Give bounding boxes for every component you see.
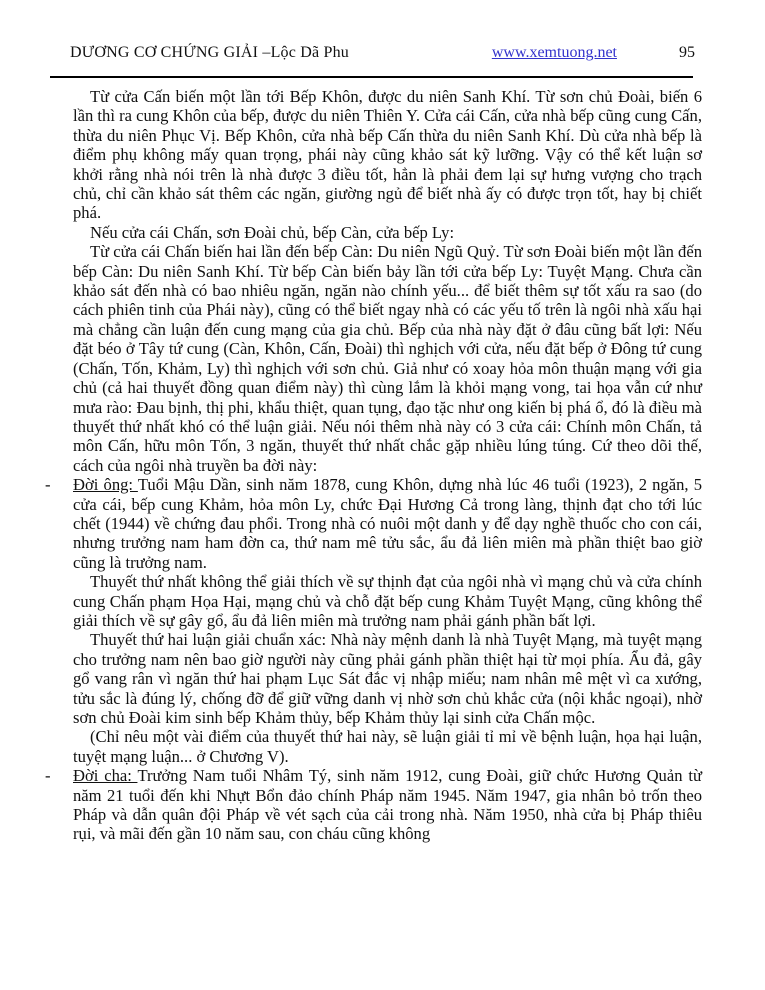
- page-body: [45, 87, 702, 844]
- list-item-lead-text: Trưởng Nam tuổi Nhâm Tý, sinh năm 1912, cung Đoài, giữ chức Hương Quản từ năm 21 tuổi đến khi Nhựt Bổn đảo chính Pháp năm 1945. Năm 1947, gia nhân bỏ trốn theo Pháp và dẫn quân đội Pháp về vét sạch của cải trong nhà. Năm 1950, nhà cửa bị Pháp thiêu rụi, và mãi đến gần 10 năm sau, con cháu cũng không: [73, 766, 702, 844]
- page-number: 95: [679, 44, 695, 61]
- page-header: [70, 44, 695, 62]
- book-title: DƯƠNG CƠ CHỨNG GIẢI –Lộc Dã Phu: [70, 44, 350, 61]
- paragraph-1: Từ cửa Cấn biến một lần tới Bếp Khôn, được du niên Sanh Khí. Từ sơn chủ Đoài, biến 6 lần thì ra cung Khôn của bếp, được du niên Thiên Y. Cửa cái Cấn, cửa nhà bếp cũng cung Cấn, thừa du niên Phục Vị. Bếp Khôn, cửa nhà bếp Cấn thừa du niên Sanh Khí. Dù cửa nhà bếp là điểm phụ không mấy quan trọng, phái này cũng khảo sát kỹ lưỡng. Vậy có thể kết luận sơ khởi rằng nhà nói trên là nhà được 3 điều tốt, hẳn là phải đem lại sự hưng vượng cho trạch chủ, chỉ cần khảo sát thêm các ngăn, giường ngủ để biết nhà ấy có được trọn tốt, hay bị chiết phá.: [73, 87, 702, 223]
- item-label-doi-cha: Đời cha:: [73, 766, 138, 786]
- list-item-doi-ong: [45, 475, 702, 766]
- list-item-lead: [73, 475, 702, 572]
- list-item-doi-cha: [45, 766, 702, 844]
- paragraph-3: Từ cửa cái Chấn biến hai lần đến bếp Càn: Du niên Ngũ Quỷ. Từ sơn Đoài biến một lần đến bếp Càn: Du niên Sanh Khí. Từ bếp Càn biến bảy lần tới cửa bếp Ly: Tuyệt Mạng. Chưa cần khảo sát đến nhà có bao nhiêu ngăn, ngăn nào chính yếu... để biết thêm sự tốt xấu ra sao (do cách phiên tinh của Phái này), cũng có thể biết ngay nhà có các yếu tố trên là ngôi nhà xấu hại mà chẳng cần luận đến cung mạng của gia chủ. Bếp của nhà này đặt ở đâu cũng bất lợi: Nếu đặt béo ở Tây tứ cung (Càn, Khôn, Cấn, Đoài) thì nghịch với cửa, nếu đặt bếp ở Đông tứ cung (Chấn, Tốn, Khảm, Ly) thì nghịch với sơn chủ. Giả như có xoay hỏa môn thuận mạng với gia chủ (cả hai thuyết đồng quan điểm này) thì cùng lắm là khỏi mạng vong, tai họa vẫn cứ như mưa rào: Đau bịnh, thị phi, khẩu thiệt, quan tụng, đạo tặc như ong kiến bị phá ổ, đó là điều mà thuyết thứ nhất khó có thể luận giải. Nếu nói thêm nhà này có 3 cửa cái: Chính môn Chấn, tả môn Cấn, hữu môn Tốn, 3 ngăn, thuyết thứ nhất chắc gặp nhiều lúng túng. Cứ theo dõi thế, cách của ngôi nhà truyền ba đời này:: [73, 242, 702, 475]
- list-item-lead-text: Tuổi Mậu Dần, sinh năm 1878, cung Khôn, dựng nhà lúc 46 tuổi (1923), 2 ngăn, 5 cửa cái, bếp cung Khảm, hỏa môn Ly, chức Đại Hương Cả trong làng, thịnh đạt cho tới lúc chết (1944) về chứng đau phổi. Trong nhà có nuôi một danh y để dạy nghề thuốc cho con cái, nhưng trưởng nam ham đờn ca, thứ nam mê tửu sắc, ẩu đả liên miên mà phần thiệt bao giờ cũng là trưởng nam.: [73, 475, 702, 572]
- list-item-paragraph: Thuyết thứ hai luận giải chuẩn xác: Nhà này mệnh danh là nhà Tuyệt Mạng, mà tuyệt mạng cho trưởng nam nên bao giờ người này cũng phải gánh phần thiệt hại từ mọi phía. Ẩu đả, gây gổ vang rân vì ngăn thứ hai phạm Lục Sát đắc vị nhập miếu; nam nhân mê mệt vì ca xướng, tửu sắc là đúng lý, chống đỡ để giữ vững danh vị nhờ sơn chủ khắc cửa (nội khắc ngoại), nhờ sơn chủ Đoài kim sinh bếp Khảm thủy, bếp Khảm thủy lại sinh cửa Chấn mộc.: [73, 630, 702, 727]
- item-label-doi-ong: Đời ông:: [73, 475, 138, 495]
- list-dash: -: [45, 475, 51, 495]
- list-item-lead: [73, 766, 702, 844]
- list-dash: -: [45, 766, 51, 786]
- header-divider: [50, 76, 693, 78]
- website-link[interactable]: www.xemtuong.net: [491, 44, 617, 61]
- paragraph-2: Nếu cửa cái Chấn, sơn Đoài chủ, bếp Càn, cửa bếp Ly:: [90, 222, 455, 242]
- list-item-paragraph: Thuyết thứ nhất không thể giải thích về sự thịnh đạt của ngôi nhà vì mạng chủ và cửa chính cung Chấn phạm Họa Hại, mạng chủ và chỗ đặt bếp cung Khảm Tuyệt Mạng, cũng không thể giải thích về sự gây gổ, ẩu đả liên miên mà trưởng nam phải gánh phần bất lợi.: [73, 572, 702, 630]
- list-item-paragraph: (Chỉ nêu một vài điểm của thuyết thứ hai này, sẽ luận giải tỉ mỉ về bệnh luận, họa hại luận, tuyệt mạng luận... ở Chương V).: [73, 727, 702, 766]
